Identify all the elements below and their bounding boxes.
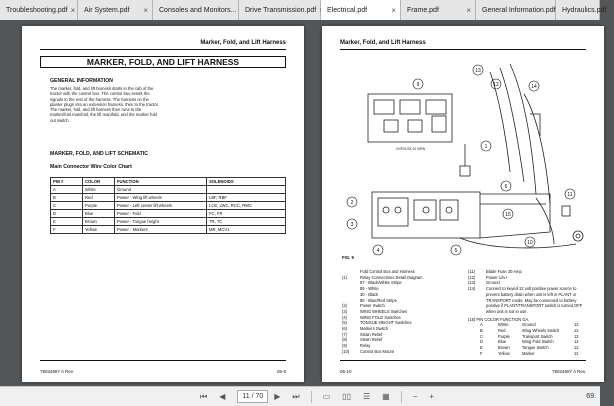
pin-cell: B <box>480 328 483 334</box>
next-page-icon[interactable]: ▶ <box>274 392 281 401</box>
table-cell: LBF, RBF <box>207 194 286 202</box>
svg-text:15: 15 <box>505 212 511 218</box>
page-number-input[interactable]: 11 / 70 <box>237 390 268 403</box>
footer-page-number: 06-10 <box>340 369 352 374</box>
wire-color-table <box>50 177 286 234</box>
legend-number: (13) <box>468 280 476 286</box>
tab-5[interactable] <box>401 0 476 20</box>
zoom-level[interactable]: 69. <box>586 393 596 400</box>
main-connector <box>573 231 583 241</box>
pin-cell: E <box>480 345 483 351</box>
pin-cell: Red <box>498 328 506 334</box>
table-row <box>51 226 286 234</box>
diagram-caption: CNTRL BX 10 VIEW <box>396 147 426 151</box>
tab-2[interactable] <box>153 0 239 20</box>
table-row <box>51 186 286 194</box>
tab-label: Consoles and Monitors... <box>159 6 237 14</box>
pin-cell: D <box>480 339 483 345</box>
table-cell: Power - Wing lift wheels <box>115 194 207 202</box>
legend-row <box>342 349 456 355</box>
pin-cell: Wing Fold Switch <box>522 339 554 345</box>
table-cell: Power - Markers <box>115 226 207 234</box>
close-tab-icon[interactable]: × <box>609 5 614 15</box>
relay-detail-panel <box>368 94 452 142</box>
table-cell: Ground <box>115 186 207 194</box>
page-title: MARKER, FOLD, AND LIFT HARNESS <box>40 56 286 68</box>
control-box <box>372 192 480 238</box>
tab-label: General Information.pdf <box>482 6 556 14</box>
svg-text:6: 6 <box>504 184 508 190</box>
zoom-out-icon[interactable]: − <box>412 392 418 401</box>
svg-text:2: 2 <box>350 200 354 206</box>
footer-rule <box>340 360 586 361</box>
legend-number: (12) <box>468 274 476 280</box>
footer-doc-number: 79034987 A Rev. <box>552 369 586 374</box>
tab-0[interactable] <box>0 0 78 20</box>
legend-number: (1) <box>342 274 348 280</box>
table-cell: Purple <box>83 202 115 210</box>
table-cell: Red <box>83 194 115 202</box>
tab-4[interactable] <box>321 0 401 20</box>
pin-cell: White <box>498 322 509 328</box>
col-function: FUNCTION <box>115 178 207 186</box>
tab-3[interactable] <box>239 0 321 20</box>
header-rule <box>340 49 586 50</box>
svg-text:12: 12 <box>493 82 499 88</box>
pin-cell: 12 <box>574 333 579 339</box>
tab-label: Troubleshooting.pdf <box>6 6 68 14</box>
continuous-icon[interactable]: ☰ <box>362 392 371 401</box>
document-viewer[interactable] <box>0 20 600 386</box>
pin-cell: Brown <box>498 345 510 351</box>
legend-text: Connect to keyed 12 volt positive power source to prevent battery drain when unit is left in PLANT or TRANSPORT mode. May be connected to battery positive if PLANT/TRANSPORT switch is turned OFF when unit is not in use. <box>486 286 583 314</box>
tab-label: Drive Transmission.pdf <box>245 6 317 14</box>
svg-text:10: 10 <box>527 240 533 246</box>
legend-number: (10) <box>342 348 350 354</box>
svg-text:13: 13 <box>475 68 481 74</box>
legend-number: (7) <box>342 331 348 337</box>
tab-label: Electrical.pdf <box>327 6 368 14</box>
close-tab-icon[interactable]: × <box>391 5 396 15</box>
legend-text: 30 - Black <box>360 291 379 297</box>
status-bar <box>0 386 600 406</box>
pin-cell: Marker <box>522 350 535 356</box>
pin-cell: C <box>480 333 483 339</box>
legend-text: 86 - Blue/Red Stripe <box>360 297 397 303</box>
table-cell: C <box>51 202 83 210</box>
pin-cell: F <box>480 350 483 356</box>
legend-number: (3) <box>342 308 348 314</box>
svg-text:4: 4 <box>376 248 380 254</box>
tab-label: Frame.pdf <box>407 6 439 14</box>
close-tab-icon[interactable]: × <box>143 5 148 15</box>
table-row <box>51 210 286 218</box>
pin-cell: Wing Wheels Switch <box>522 328 560 334</box>
ground-terminal <box>460 166 470 176</box>
footer-rule <box>40 360 286 361</box>
figure-title: Fold Control Box and Harness <box>360 269 415 274</box>
table-cell: A <box>51 186 83 194</box>
prev-page-icon[interactable]: ◀ <box>219 392 226 401</box>
page-header: Marker, Fold, and Lift Harness <box>200 40 286 46</box>
table-row <box>51 218 286 226</box>
figure-number: FIG. 9 <box>342 255 354 260</box>
pin-cell: 12 <box>574 322 579 328</box>
pin-cell: Yellow <box>498 350 510 356</box>
single-page-icon[interactable]: ▭ <box>322 392 331 401</box>
last-page-icon[interactable]: ⏭ <box>292 391 300 401</box>
tab-7[interactable] <box>556 0 614 20</box>
legend-text: Power Switch <box>360 303 385 309</box>
table-cell: White <box>83 186 115 194</box>
table-row <box>51 202 286 210</box>
table-cell: Power - Left center lift wheels <box>115 202 207 210</box>
pin-cell: Tongue Switch <box>522 345 549 351</box>
general-info-text: The marker, fold, and lift harness starts in the cab of the tractor with the control box. The control box sends the signals to the rest of the harness. The harness on the planter plugs into an extension harness, then to the tractor. The marker, fold, and lift harness then runs to the marker/fold manifold, the lift manifold, and the marker fold out switch. <box>50 86 159 123</box>
svg-text:5: 5 <box>454 248 458 254</box>
col-pin: PIN # <box>51 178 83 186</box>
legend-text: 87 - Black/White Stripe <box>360 280 402 286</box>
table-cell: MR, MCV1 <box>207 226 286 234</box>
legend-number: (8) <box>342 337 348 343</box>
header-rule <box>40 49 286 50</box>
legend-row <box>468 286 588 315</box>
svg-text:9: 9 <box>416 82 420 88</box>
legend-text: Strain Relief <box>360 337 383 343</box>
svg-text:14: 14 <box>531 84 537 90</box>
legend-text: Power 12v+ <box>486 274 508 280</box>
col-solenoids: SOLENOIDS <box>207 178 286 186</box>
close-tab-icon[interactable]: × <box>466 5 471 15</box>
table-cell: Blue <box>83 210 115 218</box>
legend-number: (11) <box>468 269 475 274</box>
footer-page-number: 06-9 <box>276 369 286 374</box>
pin-cell: 12 <box>574 339 579 345</box>
chart-heading: Main Connector Wire Color Chart <box>50 164 132 170</box>
tab-label: Hydraulics.pdf <box>562 6 607 14</box>
table-cell: B <box>51 194 83 202</box>
legend-text: Blade Fuse 30 Amp <box>486 269 522 274</box>
tab-1[interactable] <box>78 0 153 20</box>
pin-table-title: (15) PIN COLOR FUNCTION GA. <box>468 316 530 322</box>
page-header: Marker, Fold, and Lift Harness <box>340 40 426 46</box>
zoom-in-icon[interactable]: + <box>429 392 435 401</box>
col-color: COLOR <box>83 178 115 186</box>
page-left <box>22 26 304 382</box>
table-cell: D <box>51 210 83 218</box>
fold-control-box-diagram <box>340 54 590 254</box>
table-cell: Power - Tongue height <box>115 218 207 226</box>
legend-text: Ground <box>486 280 500 286</box>
table-cell: Yellow <box>83 226 115 234</box>
table-cell: F <box>51 226 83 234</box>
grid-icon[interactable]: ▦ <box>382 392 390 401</box>
close-tab-icon[interactable]: × <box>70 5 76 15</box>
table-header-row <box>51 178 286 186</box>
legend-number: (14) <box>468 286 476 292</box>
table-cell: FC, FR <box>207 210 286 218</box>
table-cell <box>207 186 286 194</box>
pin-cell: Transport Switch <box>522 333 553 339</box>
pin-cell: 12 <box>574 328 579 334</box>
table-cell: Brown <box>83 218 115 226</box>
table-row <box>51 194 286 202</box>
legend-text: Relay Connections Detail Diagram <box>360 274 423 280</box>
svg-text:11: 11 <box>567 192 573 198</box>
legend-right <box>468 269 588 357</box>
section-heading-general: GENERAL INFORMATION <box>50 78 113 84</box>
pin-cell: A <box>480 322 483 328</box>
legend-text: WING FOLD Switches <box>360 314 401 320</box>
tab-label: Air System.pdf <box>84 6 130 14</box>
footer-doc-number: 79034987 A Rev. <box>40 369 74 374</box>
legend-number: (4) <box>342 314 348 320</box>
tab-6[interactable] <box>476 0 556 20</box>
section-heading-schematic: MARKER, FOLD, AND LIFT SCHEMATIC <box>50 151 148 157</box>
pin-cell: Ground <box>522 322 536 328</box>
legend-text: Markers Switch <box>360 326 388 332</box>
blade-fuse <box>562 206 570 216</box>
table-cell: LCE, LWC, RCC, RWC <box>207 202 286 210</box>
pin-cell: Purple <box>498 333 510 339</box>
tab-bar <box>0 0 614 20</box>
pin-row <box>468 351 588 357</box>
legend-left <box>342 269 456 355</box>
page-right <box>322 26 604 382</box>
pin-cell: 12 <box>574 350 579 356</box>
legend-text: Relay <box>360 343 371 349</box>
legend-text: TONGUE HEIGHT Switches <box>360 320 412 326</box>
legend-number: (5) <box>342 320 348 326</box>
svg-text:1: 1 <box>484 144 488 150</box>
table-cell: TR, TC <box>207 218 286 226</box>
table-cell: E <box>51 218 83 226</box>
two-page-icon[interactable]: ▯▯ <box>342 392 351 401</box>
table-cell: Power - Fold <box>115 210 207 218</box>
pin-cell: 12 <box>574 345 579 351</box>
legend-number: (2) <box>342 303 348 309</box>
legend-text: Strain Relief <box>360 331 383 337</box>
legend-number: (6) <box>342 326 348 332</box>
legend-text: Control Box Mount <box>360 348 394 354</box>
svg-text:3: 3 <box>350 222 354 228</box>
legend-text: 85 - White <box>360 286 379 292</box>
first-page-icon[interactable]: ⏮ <box>200 391 208 401</box>
pin-cell: Blue <box>498 339 507 345</box>
legend-number: (9) <box>342 343 348 349</box>
legend-text: WING WHEELS Switches <box>360 308 408 314</box>
